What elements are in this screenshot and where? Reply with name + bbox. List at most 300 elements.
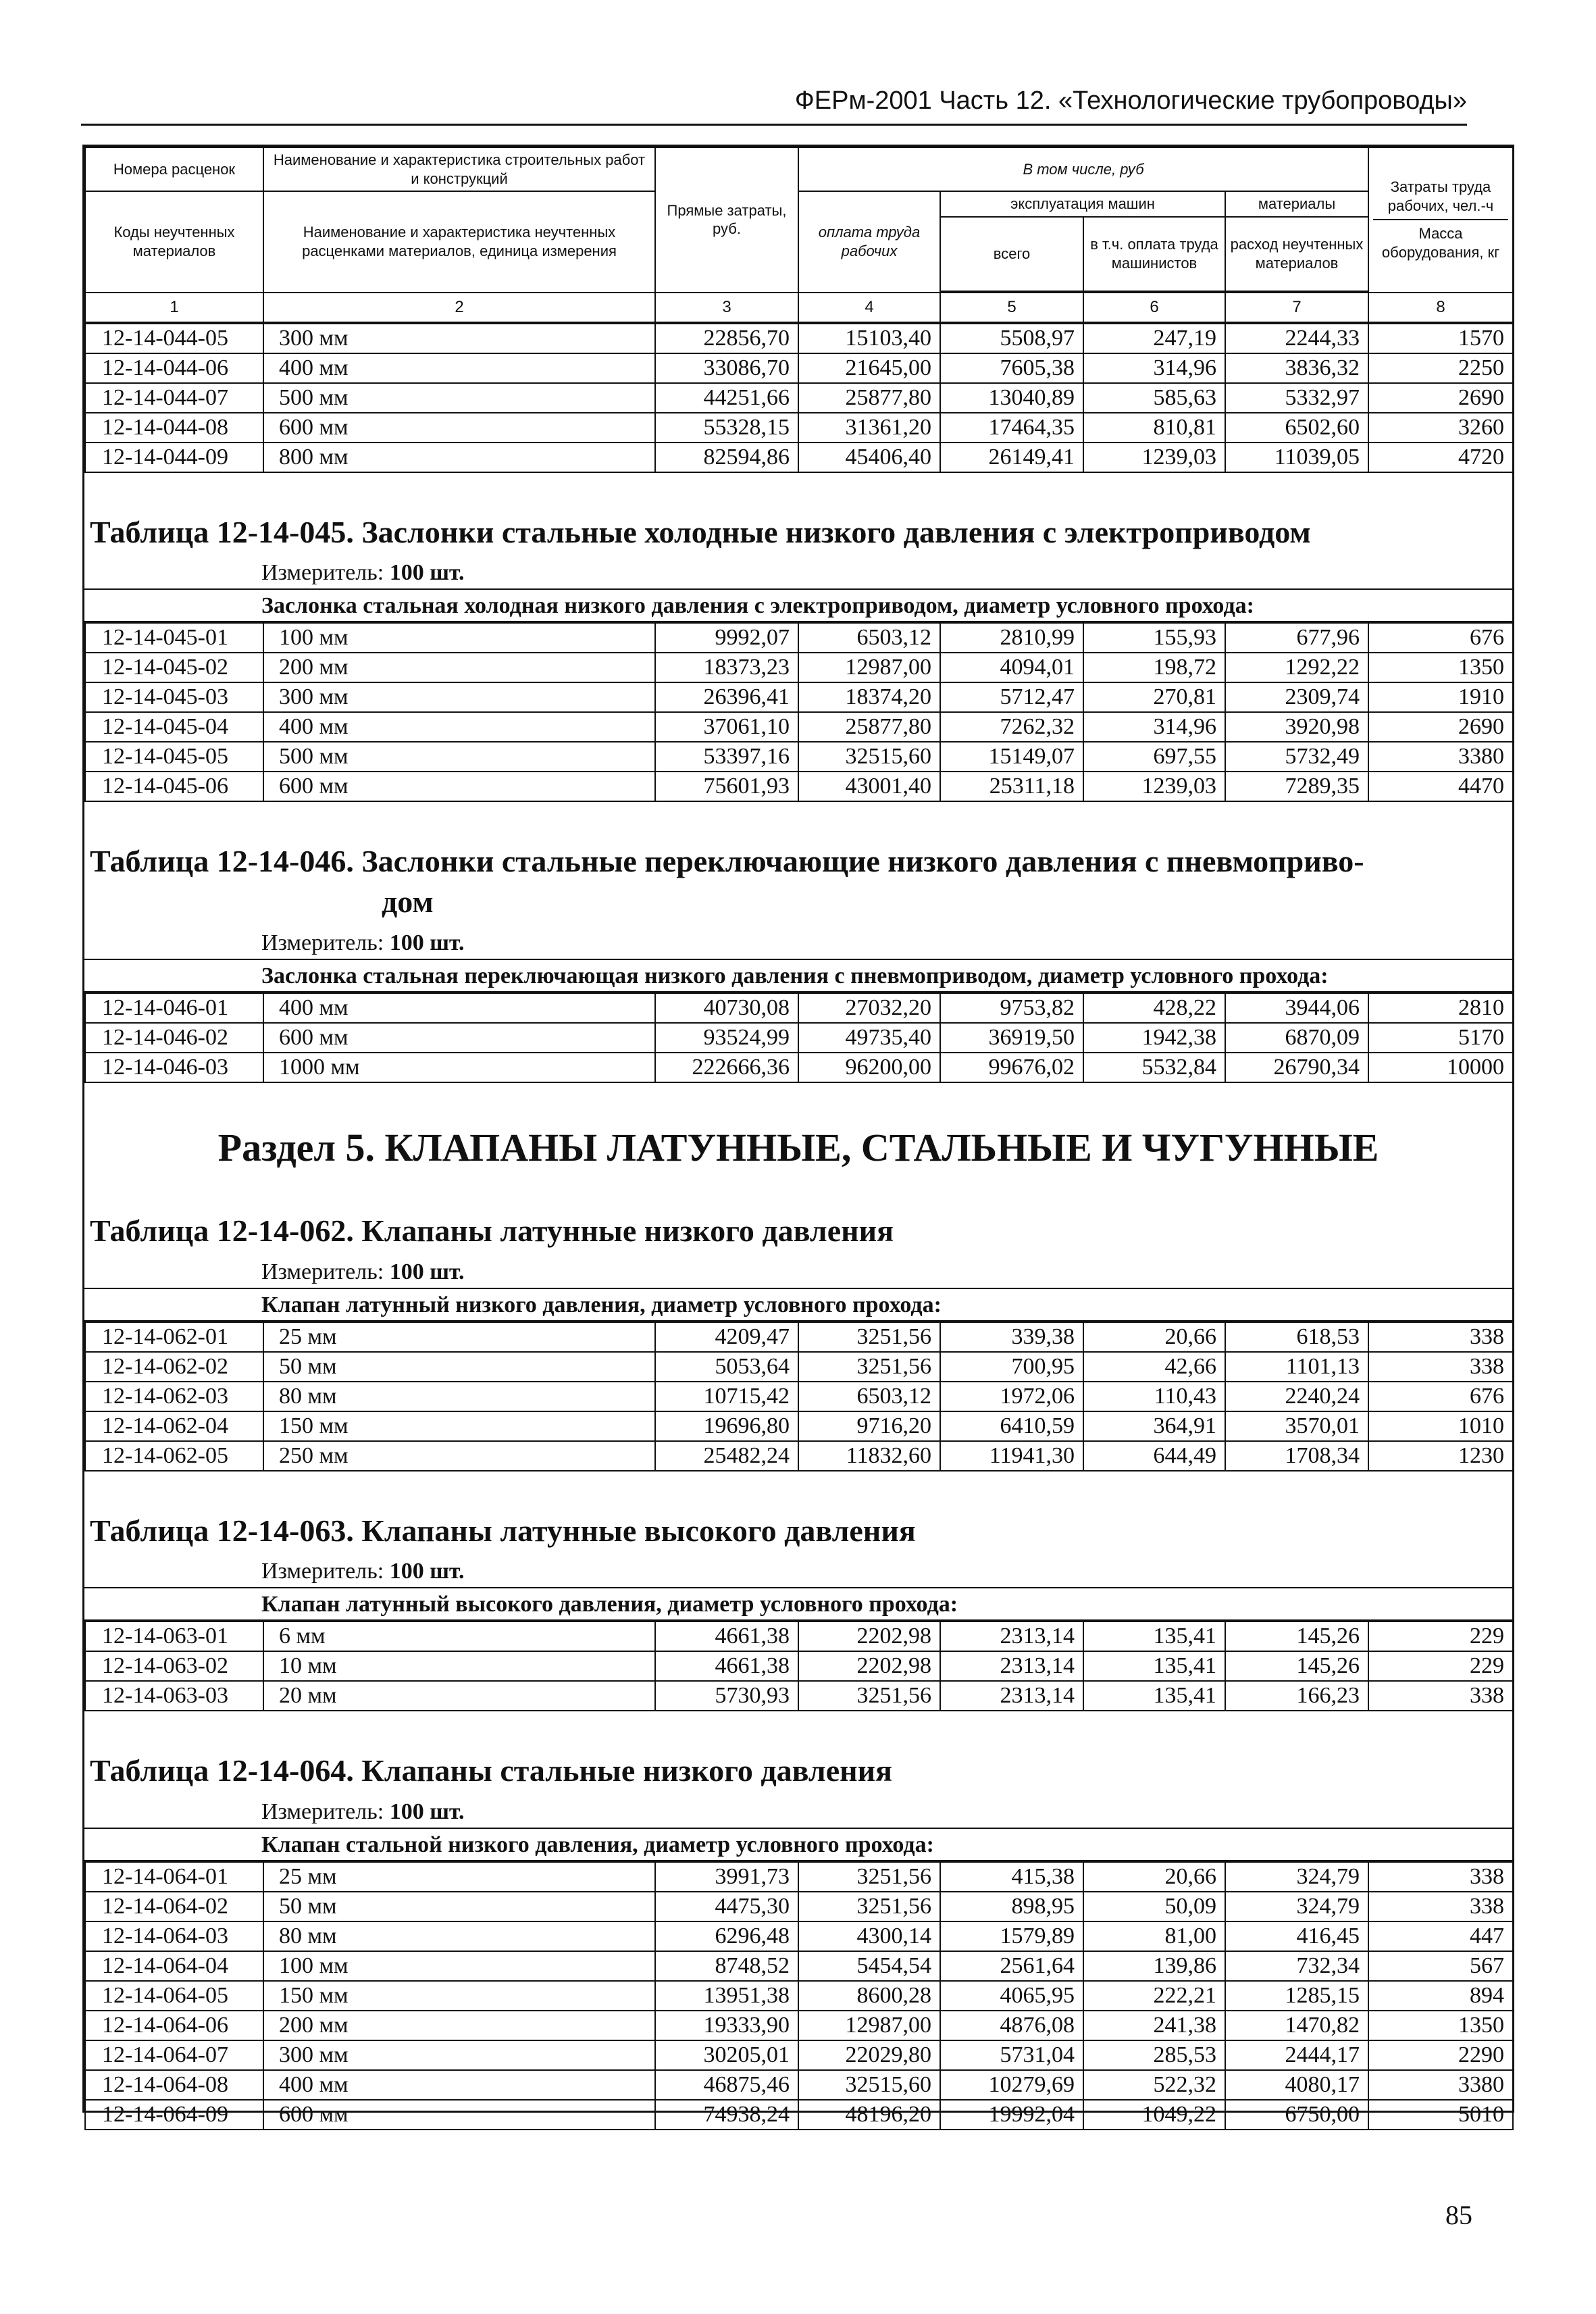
- cell-wages-cost: 8600,28: [798, 1981, 940, 2011]
- cell-materials-cost: 618,53: [1225, 1322, 1368, 1352]
- cell-machines-cost: 25311,18: [940, 772, 1083, 801]
- cell-machinist-wages: 155,93: [1083, 623, 1225, 653]
- cell-materials-cost: 1292,22: [1225, 653, 1368, 682]
- cell-direct-cost: 6296,48: [655, 1921, 798, 1951]
- col-num-4: 4: [798, 293, 940, 322]
- cell-item-name: 10 мм: [263, 1651, 655, 1681]
- table-row: [85, 1352, 1513, 1382]
- subheading-12-14-046: Заслонка стальная переключающая низкого давления с пневмоприводом, диаметр условного прохода:: [84, 959, 1512, 992]
- cell-materials-cost: 4080,17: [1225, 2070, 1368, 2100]
- cell-direct-cost: 53397,16: [655, 742, 798, 772]
- cell-machines-cost: 6410,59: [940, 1411, 1083, 1441]
- cell-direct-cost: 30205,01: [655, 2040, 798, 2070]
- cell-item-name: 400 мм: [263, 993, 655, 1023]
- cell-direct-cost: 5053,64: [655, 1352, 798, 1382]
- table-row: [85, 1322, 1513, 1352]
- cell-labor-hours: 1350: [1368, 2011, 1513, 2040]
- cell-labor-hours: 2290: [1368, 2040, 1513, 2070]
- cell-wages-cost: 5454,54: [798, 1951, 940, 1981]
- cell-machines-cost: 9753,82: [940, 993, 1083, 1023]
- cell-direct-cost: 3991,73: [655, 1862, 798, 1892]
- table-row: [85, 2100, 1513, 2130]
- rows-12-14-063: [84, 1621, 1514, 1711]
- cell-item-name: 50 мм: [263, 1892, 655, 1921]
- cell-rate-code: 12-14-064-05: [85, 1981, 263, 2011]
- cell-wages-cost: 25877,80: [798, 383, 940, 413]
- cell-direct-cost: 74938,24: [655, 2100, 798, 2130]
- cell-direct-cost: 46875,46: [655, 2070, 798, 2100]
- subheading-12-14-062: Клапан латунный низкого давления, диаметр условного прохода:: [84, 1288, 1512, 1322]
- cell-direct-cost: 9992,07: [655, 623, 798, 653]
- cell-wages-cost: 4300,14: [798, 1921, 940, 1951]
- unit-value: 100 шт.: [389, 1259, 465, 1284]
- cell-direct-cost: 19333,90: [655, 2011, 798, 2040]
- unit-label: Измеритель:: [261, 560, 384, 586]
- cell-wages-cost: 9716,20: [798, 1411, 940, 1441]
- cell-machines-cost: 13040,89: [940, 383, 1083, 413]
- cell-materials-cost: 5332,97: [1225, 383, 1368, 413]
- cell-machines-cost: 10279,69: [940, 2070, 1083, 2100]
- cell-item-name: 100 мм: [263, 1951, 655, 1981]
- cell-rate-code: 12-14-045-03: [85, 682, 263, 712]
- col-num-8: 8: [1368, 293, 1513, 322]
- header-wages: оплата труда рабочих: [798, 191, 940, 293]
- cell-direct-cost: 55328,15: [655, 413, 798, 443]
- cell-rate-code: 12-14-062-05: [85, 1441, 263, 1471]
- cell-wages-cost: 22029,80: [798, 2040, 940, 2070]
- cell-machinist-wages: 247,19: [1083, 324, 1225, 353]
- table-title-line1: Таблица 12-14-046. Заслонки стальные переключающие низкого давления с пневмоприво-: [90, 844, 1364, 879]
- cell-wages-cost: 96200,00: [798, 1053, 940, 1082]
- cell-materials-cost: 145,26: [1225, 1621, 1368, 1651]
- cell-wages-cost: 12987,00: [798, 2011, 940, 2040]
- cell-wages-cost: 3251,56: [798, 1892, 940, 1921]
- cell-item-name: 400 мм: [263, 353, 655, 383]
- table-title-line2: дом: [382, 884, 434, 920]
- rows-12-14-044: [84, 323, 1514, 473]
- unit-12-14-045: [84, 556, 1512, 588]
- table-row: [85, 2070, 1513, 2100]
- cell-labor-hours: 338: [1368, 1862, 1513, 1892]
- cell-labor-hours: 676: [1368, 623, 1513, 653]
- subheading-12-14-045: Заслонка стальная холодная низкого давления с электроприводом, диаметр условного прохода:: [84, 588, 1512, 622]
- table-row: [85, 324, 1513, 353]
- cell-machinist-wages: 1942,38: [1083, 1023, 1225, 1053]
- spacer: [84, 1472, 1512, 1500]
- cell-machines-cost: 898,95: [940, 1892, 1083, 1921]
- table-row: [85, 1441, 1513, 1471]
- cell-machinist-wages: 314,96: [1083, 712, 1225, 742]
- cell-direct-cost: 4661,38: [655, 1651, 798, 1681]
- table-row: [85, 742, 1513, 772]
- unit-value: 100 шт.: [389, 560, 465, 586]
- cell-wages-cost: 49735,40: [798, 1023, 940, 1053]
- cell-machines-cost: 2313,14: [940, 1681, 1083, 1711]
- col-num-2: 2: [263, 293, 655, 322]
- cell-item-name: 80 мм: [263, 1921, 655, 1951]
- cell-wages-cost: 2202,98: [798, 1651, 940, 1681]
- price-table-frame: [82, 145, 1514, 2128]
- header-work-name: Наименование и характеристика строительных работ и конструкций: [263, 147, 655, 191]
- table-row: [85, 413, 1513, 443]
- header-mass: Масса оборудования, кг: [1381, 225, 1500, 261]
- cell-machinist-wages: 139,86: [1083, 1951, 1225, 1981]
- cell-materials-cost: 6750,00: [1225, 2100, 1368, 2130]
- cell-machines-cost: 5731,04: [940, 2040, 1083, 2070]
- cell-materials-cost: 145,26: [1225, 1651, 1368, 1681]
- unit-label: Измеритель:: [261, 930, 384, 955]
- cell-labor-hours: 3260: [1368, 413, 1513, 443]
- cell-rate-code: 12-14-046-03: [85, 1053, 263, 1082]
- unit-value: 100 шт.: [389, 930, 465, 955]
- col-num-3: 3: [655, 293, 798, 322]
- cell-item-name: 200 мм: [263, 653, 655, 682]
- cell-rate-code: 12-14-064-09: [85, 2100, 263, 2130]
- table-row: [85, 1382, 1513, 1411]
- cell-item-name: 300 мм: [263, 324, 655, 353]
- cell-machines-cost: 4094,01: [940, 653, 1083, 682]
- rows-12-14-064: [84, 1861, 1514, 2130]
- cell-rate-code: 12-14-045-02: [85, 653, 263, 682]
- cell-labor-hours: 1230: [1368, 1441, 1513, 1471]
- cell-machinist-wages: 42,66: [1083, 1352, 1225, 1382]
- cell-machinist-wages: 198,72: [1083, 653, 1225, 682]
- table-row: [85, 712, 1513, 742]
- cell-direct-cost: 222666,36: [655, 1053, 798, 1082]
- header-machines: эксплуатация машин: [940, 191, 1225, 217]
- cell-rate-code: 12-14-046-02: [85, 1023, 263, 1053]
- header-material-name: Наименование и характеристика неучтенных расценками материалов, единица измерения: [263, 191, 655, 293]
- cell-machines-cost: 15149,07: [940, 742, 1083, 772]
- cell-rate-code: 12-14-063-02: [85, 1651, 263, 1681]
- cell-item-name: 500 мм: [263, 742, 655, 772]
- unit-12-14-064: [84, 1795, 1512, 1828]
- rows-12-14-046: [84, 992, 1514, 1083]
- section-title: Раздел 5. КЛАПАНЫ ЛАТУННЫЕ, СТАЛЬНЫЕ И ЧУГУННЫЕ: [217, 1125, 1379, 1169]
- cell-wages-cost: 3251,56: [798, 1862, 940, 1892]
- cell-machines-cost: 19992,04: [940, 2100, 1083, 2130]
- cell-machinist-wages: 285,53: [1083, 2040, 1225, 2070]
- unit-12-14-062: [84, 1255, 1512, 1288]
- cell-direct-cost: 18373,23: [655, 653, 798, 682]
- cell-materials-cost: 1101,13: [1225, 1352, 1368, 1382]
- cell-machinist-wages: 314,96: [1083, 353, 1225, 383]
- table-row: [85, 353, 1513, 383]
- cell-labor-hours: 5010: [1368, 2100, 1513, 2130]
- cell-item-name: 25 мм: [263, 1862, 655, 1892]
- cell-labor-hours: 10000: [1368, 1053, 1513, 1082]
- cell-labor-hours: 229: [1368, 1621, 1513, 1651]
- cell-wages-cost: 18374,20: [798, 682, 940, 712]
- cell-materials-cost: 2309,74: [1225, 682, 1368, 712]
- cell-labor-hours: 3380: [1368, 742, 1513, 772]
- subheading-12-14-063: Клапан латунный высокого давления, диаметр условного прохода:: [84, 1587, 1512, 1621]
- table-row: [85, 1862, 1513, 1892]
- cell-machines-cost: 7605,38: [940, 353, 1083, 383]
- cell-item-name: 400 мм: [263, 712, 655, 742]
- cell-rate-code: 12-14-062-02: [85, 1352, 263, 1382]
- header-rate-numbers: Номера расценок: [85, 147, 263, 191]
- cell-item-name: 600 мм: [263, 772, 655, 801]
- cell-direct-cost: 82594,86: [655, 443, 798, 472]
- cell-materials-cost: 3944,06: [1225, 993, 1368, 1023]
- table-title-12-14-063: Таблица 12-14-063. Клапаны латунные высокого давления: [90, 1513, 916, 1548]
- cell-item-name: 150 мм: [263, 1411, 655, 1441]
- table-row: [85, 2040, 1513, 2070]
- cell-rate-code: 12-14-045-06: [85, 772, 263, 801]
- cell-direct-cost: 40730,08: [655, 993, 798, 1023]
- cell-rate-code: 12-14-045-01: [85, 623, 263, 653]
- cell-materials-cost: 11039,05: [1225, 443, 1368, 472]
- cell-labor-hours: 894: [1368, 1981, 1513, 2011]
- cell-labor-hours: 3380: [1368, 2070, 1513, 2100]
- cell-machinist-wages: 810,81: [1083, 413, 1225, 443]
- unit-label: Измеритель:: [261, 1559, 384, 1584]
- cell-machinist-wages: 20,66: [1083, 1862, 1225, 1892]
- table-row: [85, 682, 1513, 712]
- cell-machinist-wages: 364,91: [1083, 1411, 1225, 1441]
- cell-machines-cost: 5508,97: [940, 324, 1083, 353]
- cell-rate-code: 12-14-044-07: [85, 383, 263, 413]
- cell-machinist-wages: 1239,03: [1083, 443, 1225, 472]
- header-materials: материалы: [1225, 191, 1368, 217]
- table-title-12-14-062: Таблица 12-14-062. Клапаны латунные низкого давления: [90, 1213, 894, 1248]
- cell-materials-cost: 2444,17: [1225, 2040, 1368, 2070]
- cell-rate-code: 12-14-063-01: [85, 1621, 263, 1651]
- cell-direct-cost: 22856,70: [655, 324, 798, 353]
- cell-rate-code: 12-14-064-02: [85, 1892, 263, 1921]
- cell-direct-cost: 44251,66: [655, 383, 798, 413]
- cell-rate-code: 12-14-064-07: [85, 2040, 263, 2070]
- cell-machinist-wages: 644,49: [1083, 1441, 1225, 1471]
- cell-materials-cost: 732,34: [1225, 1951, 1368, 1981]
- cell-machinist-wages: 585,63: [1083, 383, 1225, 413]
- cell-rate-code: 12-14-045-04: [85, 712, 263, 742]
- cell-rate-code: 12-14-062-04: [85, 1411, 263, 1441]
- header-material-codes: Коды неучтенных материалов: [85, 191, 263, 293]
- cell-item-name: 300 мм: [263, 2040, 655, 2070]
- running-head: ФЕРм-2001 Часть 12. «Технологические трубопроводы»: [81, 86, 1467, 126]
- cell-machinist-wages: 241,38: [1083, 2011, 1225, 2040]
- table-row: [85, 1053, 1513, 1082]
- col-num-7: 7: [1225, 293, 1368, 322]
- cell-machinist-wages: 20,66: [1083, 1322, 1225, 1352]
- cell-wages-cost: 45406,40: [798, 443, 940, 472]
- cell-materials-cost: 7289,35: [1225, 772, 1368, 801]
- cell-labor-hours: 1570: [1368, 324, 1513, 353]
- cell-machinist-wages: 1049,22: [1083, 2100, 1225, 2130]
- table-row: [85, 1892, 1513, 1921]
- header-machines-wages: в т.ч. оплата труда машинистов: [1083, 217, 1225, 291]
- table-row: [85, 1023, 1513, 1053]
- table-row: [85, 383, 1513, 413]
- cell-labor-hours: 338: [1368, 1892, 1513, 1921]
- cell-materials-cost: 26790,34: [1225, 1053, 1368, 1082]
- cell-wages-cost: 6503,12: [798, 623, 940, 653]
- cell-machinist-wages: 270,81: [1083, 682, 1225, 712]
- cell-materials-cost: 324,79: [1225, 1862, 1368, 1892]
- header-labor-mass: [1368, 147, 1513, 293]
- unit-label: Измеритель:: [261, 1259, 384, 1284]
- cell-item-name: 200 мм: [263, 2011, 655, 2040]
- rows-12-14-062: [84, 1322, 1514, 1472]
- cell-labor-hours: 676: [1368, 1382, 1513, 1411]
- spacer: [84, 473, 1512, 501]
- cell-labor-hours: 1010: [1368, 1411, 1513, 1441]
- table-row: [85, 993, 1513, 1023]
- cell-wages-cost: 43001,40: [798, 772, 940, 801]
- spacer: [84, 802, 1512, 830]
- cell-rate-code: 12-14-064-04: [85, 1951, 263, 1981]
- table-row: [85, 1981, 1513, 2011]
- cell-direct-cost: 19696,80: [655, 1411, 798, 1441]
- header-direct-costs: Прямые затраты, руб.: [655, 147, 798, 293]
- cell-item-name: 500 мм: [263, 383, 655, 413]
- cell-labor-hours: 2250: [1368, 353, 1513, 383]
- cell-materials-cost: 3570,01: [1225, 1411, 1368, 1441]
- cell-materials-cost: 3836,32: [1225, 353, 1368, 383]
- spacer: [84, 1711, 1512, 1740]
- cell-machines-cost: 339,38: [940, 1322, 1083, 1352]
- cell-materials-cost: 2244,33: [1225, 324, 1368, 353]
- cell-item-name: 300 мм: [263, 682, 655, 712]
- cell-rate-code: 12-14-046-01: [85, 993, 263, 1023]
- cell-direct-cost: 4475,30: [655, 1892, 798, 1921]
- cell-item-name: 600 мм: [263, 413, 655, 443]
- cell-materials-cost: 1708,34: [1225, 1441, 1368, 1471]
- cell-machines-cost: 4876,08: [940, 2011, 1083, 2040]
- cell-labor-hours: 2810: [1368, 993, 1513, 1023]
- cell-rate-code: 12-14-044-08: [85, 413, 263, 443]
- cell-item-name: 80 мм: [263, 1382, 655, 1411]
- cell-rate-code: 12-14-044-09: [85, 443, 263, 472]
- cell-item-name: 100 мм: [263, 623, 655, 653]
- cell-wages-cost: 48196,20: [798, 2100, 940, 2130]
- cell-machines-cost: 7262,32: [940, 712, 1083, 742]
- cell-materials-cost: 166,23: [1225, 1681, 1368, 1711]
- cell-wages-cost: 21645,00: [798, 353, 940, 383]
- cell-item-name: 600 мм: [263, 2100, 655, 2130]
- cell-machines-cost: 2561,64: [940, 1951, 1083, 1981]
- cell-materials-cost: 677,96: [1225, 623, 1368, 653]
- cell-machines-cost: 11941,30: [940, 1441, 1083, 1471]
- cell-wages-cost: 32515,60: [798, 2070, 940, 2100]
- cell-machines-cost: 4065,95: [940, 1981, 1083, 2011]
- cell-machines-cost: 99676,02: [940, 1053, 1083, 1082]
- unit-12-14-063: [84, 1555, 1512, 1587]
- cell-labor-hours: 2690: [1368, 383, 1513, 413]
- cell-rate-code: 12-14-064-06: [85, 2011, 263, 2040]
- table-row: [85, 772, 1513, 801]
- cell-item-name: 250 мм: [263, 1441, 655, 1471]
- cell-wages-cost: 3251,56: [798, 1352, 940, 1382]
- cell-direct-cost: 4661,38: [655, 1621, 798, 1651]
- cell-wages-cost: 32515,60: [798, 742, 940, 772]
- cell-machines-cost: 1972,06: [940, 1382, 1083, 1411]
- cell-machines-cost: 2810,99: [940, 623, 1083, 653]
- cell-materials-cost: 416,45: [1225, 1921, 1368, 1951]
- cell-materials-cost: 5732,49: [1225, 742, 1368, 772]
- cell-labor-hours: 338: [1368, 1322, 1513, 1352]
- unit-value: 100 шт.: [389, 1559, 465, 1584]
- cell-rate-code: 12-14-062-03: [85, 1382, 263, 1411]
- cell-materials-cost: 2240,24: [1225, 1382, 1368, 1411]
- cell-machines-cost: 17464,35: [940, 413, 1083, 443]
- cell-materials-cost: 3920,98: [1225, 712, 1368, 742]
- cell-rate-code: 12-14-044-05: [85, 324, 263, 353]
- cell-rate-code: 12-14-045-05: [85, 742, 263, 772]
- cell-machines-cost: 5712,47: [940, 682, 1083, 712]
- cell-wages-cost: 2202,98: [798, 1621, 940, 1651]
- column-header: [84, 147, 1514, 323]
- header-including: В том числе, руб: [798, 147, 1368, 191]
- cell-machines-cost: 700,95: [940, 1352, 1083, 1382]
- table-row: [85, 1921, 1513, 1951]
- cell-wages-cost: 3251,56: [798, 1681, 940, 1711]
- col-num-6: 6: [1083, 293, 1225, 322]
- cell-item-name: 600 мм: [263, 1023, 655, 1053]
- subheading-12-14-064: Клапан стальной низкого давления, диаметр условного прохода:: [84, 1828, 1512, 1861]
- cell-machinist-wages: 81,00: [1083, 1921, 1225, 1951]
- cell-labor-hours: 447: [1368, 1921, 1513, 1951]
- cell-machines-cost: 2313,14: [940, 1621, 1083, 1651]
- cell-materials-cost: 1470,82: [1225, 2011, 1368, 2040]
- cell-materials-cost: 6502,60: [1225, 413, 1368, 443]
- page-number: 85: [1445, 2200, 1472, 2230]
- rows-12-14-045: [84, 622, 1514, 802]
- cell-item-name: 6 мм: [263, 1621, 655, 1651]
- cell-wages-cost: 3251,56: [798, 1322, 940, 1352]
- table-row: [85, 1681, 1513, 1711]
- cell-machinist-wages: 428,22: [1083, 993, 1225, 1023]
- cell-item-name: 25 мм: [263, 1322, 655, 1352]
- cell-item-name: 150 мм: [263, 1981, 655, 2011]
- cell-machinist-wages: 135,41: [1083, 1621, 1225, 1651]
- cell-wages-cost: 11832,60: [798, 1441, 940, 1471]
- cell-direct-cost: 37061,10: [655, 712, 798, 742]
- cell-direct-cost: 8748,52: [655, 1951, 798, 1981]
- cell-labor-hours: 567: [1368, 1951, 1513, 1981]
- cell-labor-hours: 1350: [1368, 653, 1513, 682]
- header-labor: Затраты труда рабочих, чел.-ч: [1373, 178, 1508, 220]
- cell-machinist-wages: 522,32: [1083, 2070, 1225, 2100]
- cell-labor-hours: 338: [1368, 1352, 1513, 1382]
- cell-item-name: 400 мм: [263, 2070, 655, 2100]
- cell-wages-cost: 31361,20: [798, 413, 940, 443]
- cell-direct-cost: 4209,47: [655, 1322, 798, 1352]
- cell-item-name: 50 мм: [263, 1352, 655, 1382]
- cell-item-name: 800 мм: [263, 443, 655, 472]
- cell-labor-hours: 1910: [1368, 682, 1513, 712]
- cell-rate-code: 12-14-064-01: [85, 1862, 263, 1892]
- cell-machinist-wages: 110,43: [1083, 1382, 1225, 1411]
- table-row: [85, 623, 1513, 653]
- cell-machinist-wages: 5532,84: [1083, 1053, 1225, 1082]
- cell-wages-cost: 25877,80: [798, 712, 940, 742]
- table-title-12-14-064: Таблица 12-14-064. Клапаны стальные низкого давления: [90, 1753, 893, 1788]
- cell-labor-hours: 4470: [1368, 772, 1513, 801]
- table-row: [85, 1651, 1513, 1681]
- cell-rate-code: 12-14-062-01: [85, 1322, 263, 1352]
- cell-rate-code: 12-14-044-06: [85, 353, 263, 383]
- cell-wages-cost: 12987,00: [798, 653, 940, 682]
- table-row: [85, 443, 1513, 472]
- cell-labor-hours: 229: [1368, 1651, 1513, 1681]
- unit-label: Измеритель:: [261, 1799, 384, 1825]
- table-title-12-14-045: Таблица 12-14-045. Заслонки стальные холодные низкого давления с электроприводом: [90, 514, 1311, 549]
- col-num-5: 5: [940, 293, 1083, 322]
- unit-value: 100 шт.: [389, 1799, 465, 1825]
